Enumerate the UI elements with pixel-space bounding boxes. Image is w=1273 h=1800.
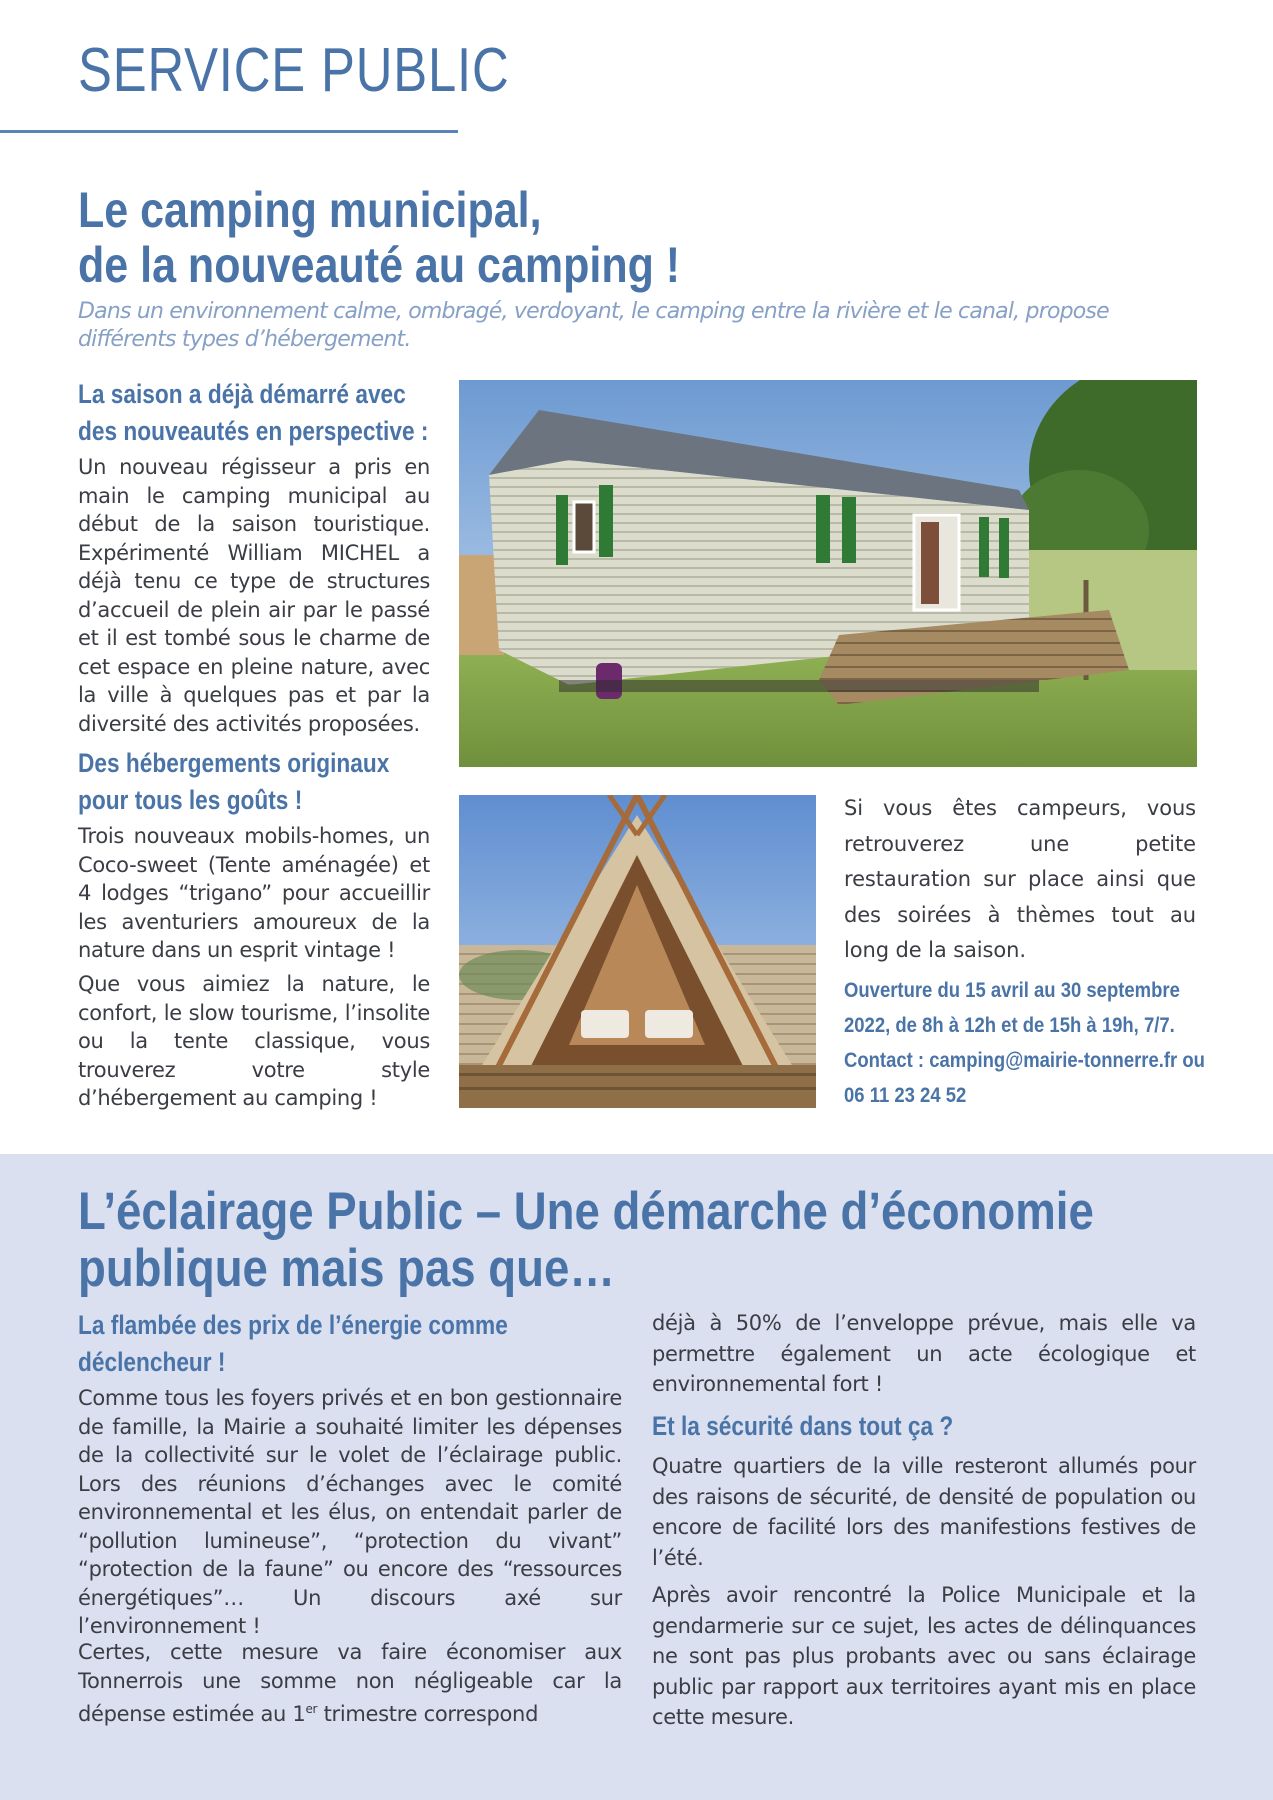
- eclairage-subtitle-energie-line-1: La flambée des prix de l’énergie comme: [78, 1310, 508, 1340]
- camping-opening-hours-line-1: Ouverture du 15 avril au 30 septembre: [844, 979, 1180, 1002]
- lodge-tent-photo: [459, 795, 816, 1108]
- eclairage-subtitle-energie-line-2: déclencheur !: [78, 1346, 226, 1377]
- camping-subtitle-season: [78, 376, 428, 449]
- camping-subtitle-season-line-2: des nouveautés en perspective :: [78, 415, 429, 446]
- camping-contact-line: Contact : camping@mairie-tonnerre.fr ou: [844, 1049, 1205, 1072]
- eclairage-paragraph-economie: [78, 1638, 622, 1729]
- mobile-home-photo: [459, 380, 1197, 767]
- camping-paragraph-style: Que vous aimiez la nature, le confort, le slow tourisme, l’insolite ou la tente classique, vous trouverez votre style d’hébergement au camping !: [78, 972, 430, 1110]
- eclairage-paragraph-economie-start: Certes, cette mesure va faire économiser aux Tonnerrois une somme non négligeable car la dépense estimée au 1: [78, 1640, 622, 1726]
- eclairage-title: [78, 1183, 1094, 1297]
- camping-contact-info: [844, 973, 1254, 1113]
- camping-opening-hours-line-2: 2022, de 8h à 12h et de 15h à 19h, 7/7.: [844, 1014, 1175, 1037]
- eclairage-title-line-1: L’éclairage Public – Une démarche d’économie: [78, 1182, 1094, 1241]
- camping-paragraph-mobilhomes: Trois nouveaux mobils-homes, un Coco-sweet (Tente aménagée) et 4 lodges “trigano” pour accueillir les aventuriers amoureux de la nature dans un esprit vintage !: [78, 824, 430, 962]
- eclairage-subtitle-energie: [78, 1307, 508, 1380]
- mobile-home-illustration: [459, 380, 1197, 767]
- camping-title: [78, 183, 680, 293]
- eclairage-subtitle-securite: Et la sécurité dans tout ça ?: [652, 1411, 954, 1441]
- camping-title-line-1: Le camping municipal,: [78, 182, 542, 238]
- eclairage-paragraph-quartiers: Quatre quartiers de la ville resteront allumés pour des raisons de sécurité, de densité de population ou encore de facilité lors des manifestions festives de l’été.: [652, 1454, 1196, 1570]
- camping-phone-line: 06 11 23 24 52: [844, 1084, 967, 1107]
- camping-paragraph-restauration: Si vous êtes campeurs, vous retrouverez une petite restauration sur place ainsi que des soirées à thèmes tout au long de la saison.: [844, 796, 1196, 962]
- eclairage-title-line-2: publique mais pas que…: [78, 1239, 615, 1299]
- eclairage-paragraph-securite: Après avoir rencontré la Police Municipale et la gendarmerie sur ce sujet, les actes de délinquances ne sont pas plus probants avec ou sans éclairage public par rapport aux territoires ayant mis en place cette mesure.: [652, 1583, 1196, 1729]
- camping-intro: Dans un environnement calme, ombragé, verdoyant, le camping entre la rivière et le canal, propose différents types d’hébergement.: [78, 299, 1109, 352]
- camping-subtitle-season-line-1: La saison a déjà démarré avec: [78, 379, 406, 409]
- camping-title-line-2: de la nouveauté au camping !: [78, 237, 681, 293]
- camping-subtitle-hebergements-line-2: pour tous les goûts !: [78, 784, 303, 815]
- eclairage-paragraph-mairie: Comme tous les foyers privés et en bon gestionnaire de famille, la Mairie a souhaité limiter les dépenses de la collectivité sur le volet de l’éclairage public. Lors des réunions d’échanges avec le comité environnemental et les élus, on entendait parler de “pollution lumineuse”, “protection du vivant” “protection de la faune” ou encore des “ressources énergétiques”… Un discours axé sur l’environnement !: [78, 1386, 622, 1638]
- camping-paragraph-regisseur: Un nouveau régisseur a pris en main le camping municipal au début de la saison touristique. Expérimenté William MICHEL a déjà tenu ce type de structures d’accueil de plein air par le passé et il est tombé sous le charme de cet espace en pleine nature, avec la ville à quelques pas et par la diversité des activités proposées.: [78, 455, 430, 736]
- camping-subtitle-hebergements: [78, 745, 389, 818]
- eclairage-paragraph-ecologique: déjà à 50% de l’enveloppe prévue, mais elle va permettre également un acte écologique et environnemental fort !: [652, 1311, 1196, 1396]
- lodge-tent-illustration: [459, 795, 816, 1108]
- section-divider: [0, 130, 458, 133]
- eclairage-paragraph-economie-end: trimestre correspond: [317, 1702, 539, 1726]
- section-label: SERVICE PUBLIC: [78, 36, 510, 105]
- camping-subtitle-hebergements-line-1: Des hébergements originaux: [78, 748, 390, 778]
- trimester-ordinal-suffix: er: [305, 1702, 318, 1716]
